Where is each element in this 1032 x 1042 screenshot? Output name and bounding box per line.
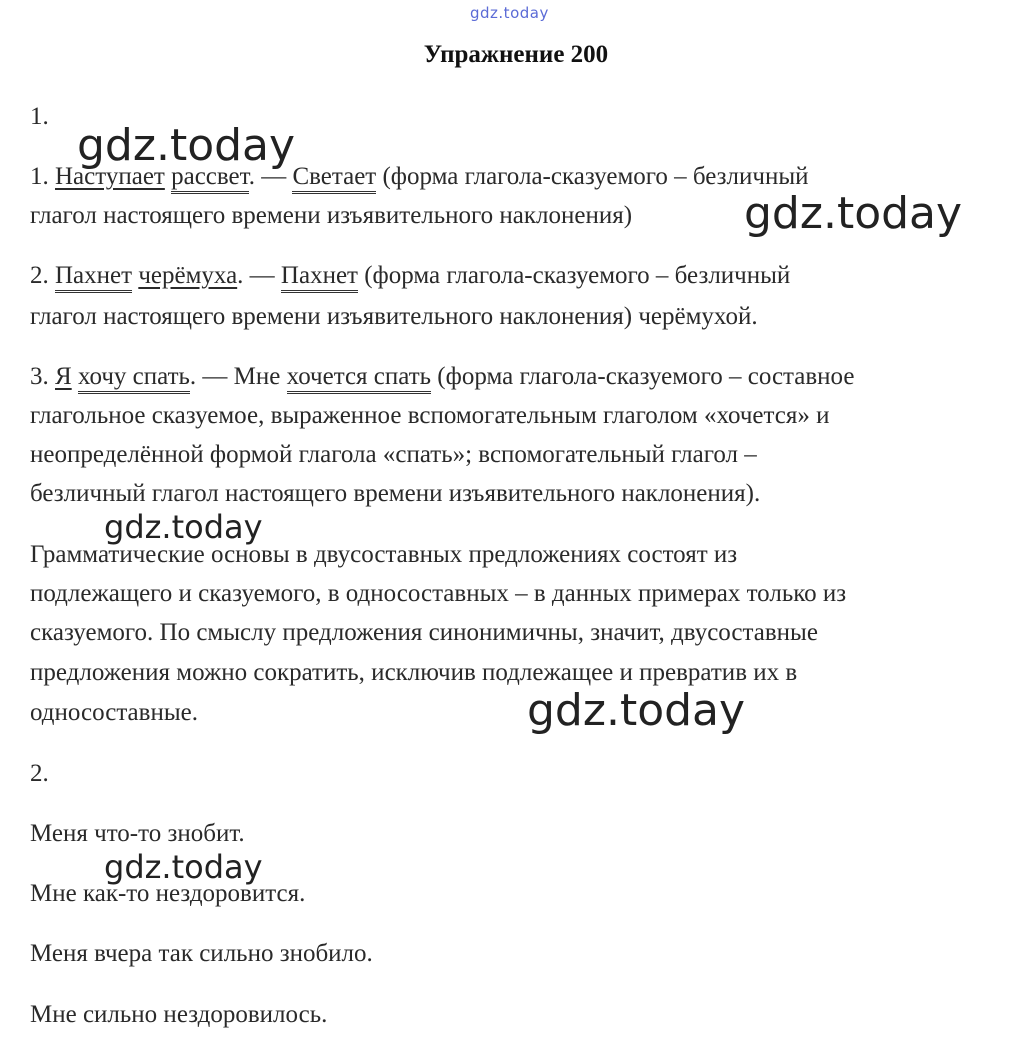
s1-verb: Светает [292,163,376,194]
sentence1-line2: глагол настоящего времени изъявительного наклонения) [30,202,633,229]
part2-number: 2. [30,760,49,787]
part2-line1: Меня что-то знобит. [30,820,245,847]
watermark: gdz.today [744,188,963,239]
watermark: gdz.today [77,120,296,171]
part2-line2: Мне как-то нездоровится. [30,880,306,907]
s2-verb2: Пахнет [281,262,358,293]
page-title: Упражнение 200 [423,41,609,68]
watermark: gdz.today [104,848,263,886]
sentence3-line3: неопределённой формой глагола «спать»; вспомогательный глагол – [30,441,757,468]
s1-subject: Наступает [55,163,165,190]
s1-dash: . — [248,163,293,190]
s2-subject: черёмуха [138,262,238,289]
conclusion-line5: односоставные. [30,699,198,726]
s1-prefix: 1. [30,163,55,190]
s3-pred2: хочется спать [287,363,431,394]
s3-subject: Я [55,363,72,390]
sentence3-line1 [30,364,854,389]
s3-space [72,363,78,390]
part2-line3: Меня вчера так сильно знобило. [30,940,373,967]
s1-predicate: рассвет [171,163,249,194]
sentence2-line1 [30,263,790,288]
conclusion-line3: сказуемого. По смыслу предложения синонимичны, значит, двусоставные [30,619,818,646]
sentence2-line2: глагол настоящего времени изъявительного наклонения) черёмухой. [30,303,758,330]
s2-verb1: Пахнет [55,262,132,293]
conclusion-line1: Грамматические основы в двусоставных предложениях состоят из [30,541,738,568]
sentence3-line4: безличный глагол настоящего времени изъявительного наклонения). [30,480,761,507]
s3-prefix: 3. [30,363,55,390]
s3-mid: . — Мне [189,363,287,390]
watermark-top: gdz.today [470,4,549,22]
s3-predicate: хочу спать [78,363,190,394]
s3-rest: (форма глагола-сказуемого – составное [431,363,855,390]
s1-rest: (форма глагола-сказуемого – безличный [376,163,809,190]
part1-number: 1. [30,103,49,130]
s2-dash: . — [237,262,281,289]
s2-prefix: 2. [30,262,55,289]
s2-rest: (форма глагола-сказуемого – безличный [357,262,791,289]
watermark: gdz.today [527,685,746,736]
watermark: gdz.today [104,508,263,546]
conclusion-line2: подлежащего и сказуемого, в односоставных – в данных примерах только из [30,580,847,607]
sentence3-line2: глагольное сказуемое, выраженное вспомогательным глаголом «хочется» и [30,402,830,429]
conclusion-line4: предложения можно сократить, исключив подлежащее и превратив их в [30,659,798,686]
part2-line4: Мне сильно нездоровилось. [30,1001,328,1028]
